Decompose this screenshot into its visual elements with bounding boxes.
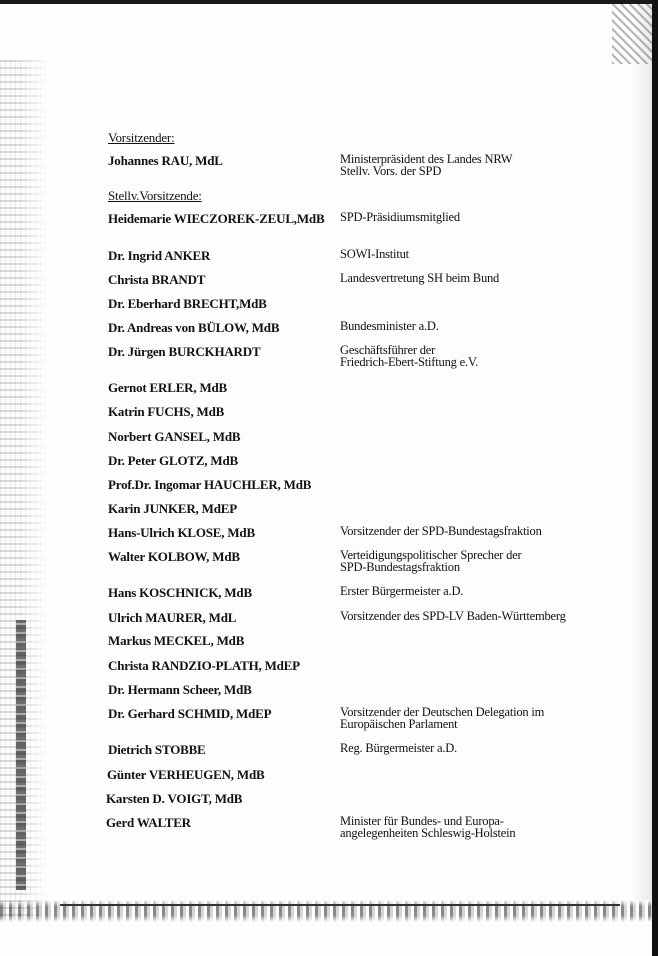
member-name: Günter VERHEUGEN, MdB	[107, 767, 265, 782]
member-role	[340, 153, 512, 177]
member-name: Hans KOSCHNICK, MdB	[108, 585, 252, 600]
member-name: Dr. Hermann Scheer, MdB	[108, 682, 252, 697]
member-name: Dr. Peter GLOTZ, MdB	[108, 453, 238, 468]
member-name: Karin JUNKER, MdEP	[108, 501, 237, 516]
scan-artifact-right-shadow	[632, 0, 652, 900]
member-role-line: Bundesminister a.D.	[340, 319, 439, 333]
member-name: Dietrich STOBBE	[108, 742, 206, 757]
member-role-line: Landesvertretung SH beim Bund	[340, 271, 500, 285]
scan-artifact-right	[652, 0, 658, 956]
member-name: Gernot ERLER, MdB	[108, 380, 228, 395]
member-role	[340, 320, 439, 332]
member-name: Prof.Dr. Ingomar HAUCHLER, MdB	[108, 477, 312, 492]
member-role-line: Europäischen Parlament	[340, 717, 458, 731]
heading-deputy: Stellv.Vorsitzende:	[108, 188, 202, 203]
member-role-line: Verteidigungspolitischer Sprecher der	[340, 548, 522, 562]
member-name: Norbert GANSEL, MdB	[108, 429, 241, 444]
heading-chair: Vorsitzender:	[108, 130, 175, 145]
member-name: Dr. Gerhard SCHMID, MdEP	[108, 706, 272, 721]
member-name: Katrin FUCHS, MdB	[108, 404, 225, 419]
member-name: Dr. Andreas von BÜLOW, MdB	[108, 320, 280, 335]
member-role	[340, 815, 515, 839]
member-role	[340, 211, 460, 223]
member-role-line: Vorsitzender der SPD-Bundestagsfraktion	[340, 524, 542, 538]
member-role	[340, 248, 409, 260]
member-name: Heidemarie WIECZOREK-ZEUL,MdB	[108, 211, 325, 226]
member-role-line: Minister für Bundes- und Europa-	[340, 814, 504, 828]
member-name: Walter KOLBOW, MdB	[108, 549, 240, 564]
member-role-line: Erster Bürgermeister a.D.	[340, 584, 464, 598]
member-role	[340, 272, 499, 284]
member-role	[340, 525, 542, 537]
member-name: Hans-Ulrich KLOSE, MdB	[108, 525, 255, 540]
member-name: Karsten D. VOIGT, MdB	[106, 791, 243, 806]
member-role	[340, 549, 521, 573]
member-role-line: SPD-Präsidiumsmitglied	[340, 210, 460, 224]
member-name: Dr. Jürgen BURCKHARDT	[108, 344, 261, 359]
member-role	[340, 585, 463, 597]
member-name: Christa BRANDT	[108, 272, 206, 287]
scan-artifact-left-edge	[16, 620, 26, 890]
member-role-line: Reg. Bürgermeister a.D.	[340, 741, 458, 755]
member-name: Markus MECKEL, MdB	[108, 633, 245, 648]
member-name: Dr. Ingrid ANKER	[108, 248, 211, 263]
member-name: Christa RANDZIO-PLATH, MdEP	[108, 658, 300, 673]
member-name: Dr. Eberhard BRECHT,MdB	[108, 296, 267, 311]
member-role	[340, 344, 478, 368]
member-role-line: Stellv. Vors. der SPD	[340, 164, 442, 178]
scan-artifact-top	[0, 0, 658, 4]
member-role	[340, 706, 544, 730]
member-name: Ulrich MAURER, MdL	[108, 610, 237, 625]
member-role-line: Friedrich-Ebert-Stiftung e.V.	[340, 355, 479, 369]
member-name: Gerd WALTER	[106, 815, 191, 830]
member-role-line: SPD-Bundestagsfraktion	[340, 560, 460, 574]
member-role-line: Ministerpräsident des Landes NRW	[340, 152, 513, 166]
scan-artifact-corner	[612, 4, 652, 64]
member-role-line: angelegenheiten Schleswig-Holstein	[340, 826, 516, 840]
member-role	[340, 742, 457, 754]
member-name: Johannes RAU, MdL	[108, 153, 223, 168]
member-role-line: Vorsitzender der Deutschen Delegation im	[340, 705, 545, 719]
member-role-line: Vorsitzender des SPD-LV Baden-Württemberg	[340, 609, 566, 623]
scan-artifact-bottom-line	[60, 904, 620, 906]
member-role-line: Geschäftsführer der	[340, 343, 436, 357]
member-role-line: SOWI-Institut	[340, 247, 409, 261]
member-role	[340, 610, 566, 622]
